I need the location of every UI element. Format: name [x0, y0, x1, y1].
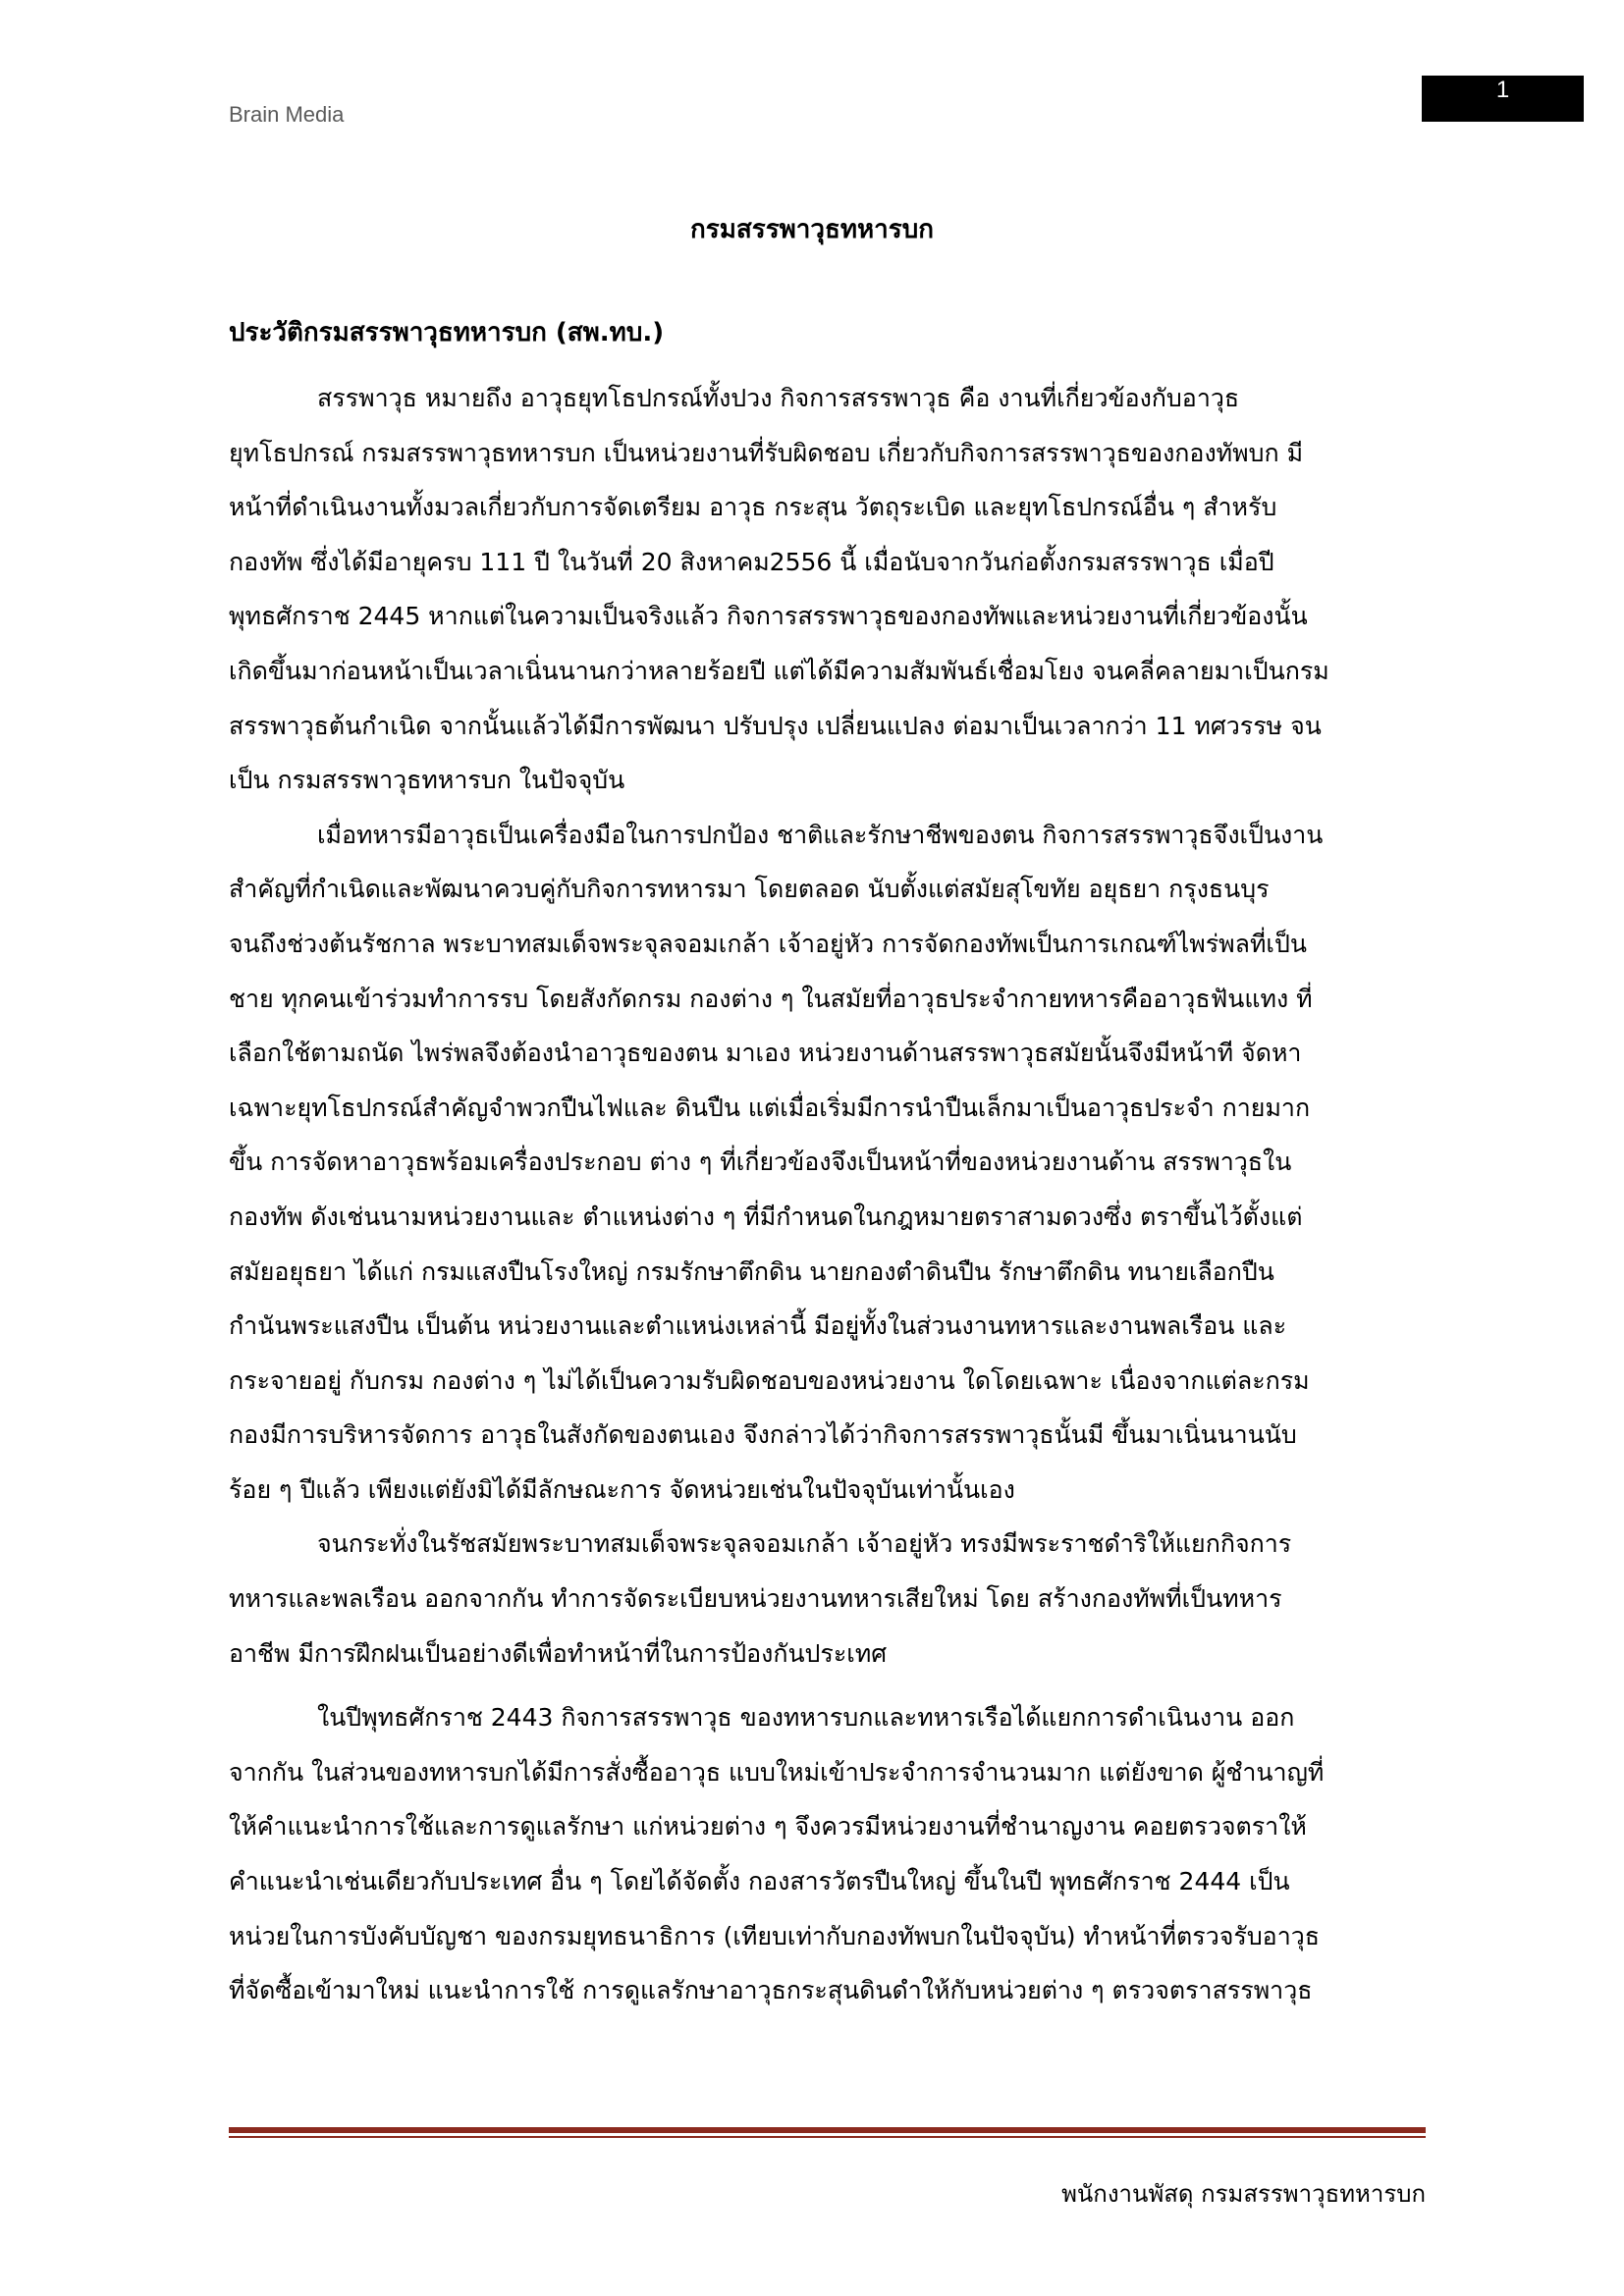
paragraph-line: สำคัญที่กำเนิดและพัฒนาควบคู่กับกิจการทหารมา โดยตลอด นับตั้งแต่สมัยสุโขทัย อยุธยา กรุงธนบุร: [229, 875, 1270, 904]
paragraph-line: กระจายอยู่ กับกรม กองต่าง ๆ ไม่ได้เป็นความรับผิดชอบของหน่วยงาน ใดโดยเฉพาะ เนื่องจากแต่ละกรม: [229, 1365, 1310, 1395]
paragraph-line: สมัยอยุธยา ได้แก่ กรมแสงปืนโรงใหญ่ กรมรักษาตึกดิน นายกองตำดินปืน รักษาตึกดิน ทนายเลือกปืน: [229, 1256, 1274, 1286]
document-title: กรมสรรพาวุธทหารบก: [690, 215, 934, 244]
paragraph-line: สรรพาวุธ หมายถึง อาวุธยุทโธปกรณ์ทั้งปวง กิจการสรรพาวุธ คือ งานที่เกี่ยวข้องกับอาวุธ: [317, 384, 1240, 412]
paragraph-line: เลือกใช้ตามถนัด ไพร่พลจึงต้องนำอาวุธของตน มาเอง หน่วยงานด้านสรรพาวุธสมัยนั้นจึงมีหน้าที จัดหา: [229, 1039, 1302, 1068]
paragraph-line: คำแนะนำเช่นเดียวกับประเทศ อื่น ๆ โดยได้จัดตั้ง กองสารวัตรปืนใหญ่ ขึ้นในปี พุทธศักราช 2444 เป็น: [229, 1867, 1290, 1896]
body-text: [229, 371, 1436, 2018]
paragraph-line: เกิดขึ้นมาก่อนหน้าเป็นเวลาเนิ่นนานกว่าหลายร้อยปี แต่ได้มีความสัมพันธ์เชื่อมโยง จนคลี่คลายมาเป็นกรม: [229, 656, 1329, 685]
page-number-badge: 1: [1422, 76, 1584, 122]
footer-rule: [229, 2127, 1426, 2133]
paragraph-line: พุทธศักราช 2445 หากแต่ในความเป็นจริงแล้ว กิจการสรรพาวุธของกองทัพและหน่วยงานที่เกี่ยวข้องนั้น: [229, 602, 1308, 631]
paragraph-line: ให้คำแนะนำการใช้และการดูแลรักษา แก่หน่วยต่าง ๆ จึงควรมีหน่วยงานที่ชำนาญงาน คอยตรวจตราให้: [229, 1812, 1307, 1842]
footer-rule-thin: [229, 2136, 1426, 2138]
paragraph-line: ขึ้น การจัดหาอาวุธพร้อมเครื่องประกอบ ต่าง ๆ ที่เกี่ยวข้องจึงเป็นหน้าที่ของหน่วยงานด้าน สรรพาวุธใน: [229, 1148, 1292, 1177]
paragraph-line: เฉพาะยุทโธปกรณ์สำคัญจำพวกปืนไฟและ ดินปืน แต่เมื่อเริ่มมีการนำปืนเล็กมาเป็นอาวุธประจำ กายมาก: [229, 1093, 1311, 1122]
footer-text: พนักงานพัสดุ กรมสรรพาวุธทหารบก: [1061, 2180, 1426, 2208]
paragraph-line: เป็น กรมสรรพาวุธทหารบก ในปัจจุบัน: [229, 766, 625, 795]
paragraph-line: เมื่อทหารมีอาวุธเป็นเครื่องมือในการปกป้อง ชาติและรักษาชีพของตน กิจการสรรพาวุธจึงเป็นงาน: [317, 820, 1324, 849]
publisher-label: Brain Media: [229, 102, 345, 127]
paragraph-line: สรรพาวุธต้นกำเนิด จากนั้นแล้วได้มีการพัฒนา ปรับปรุง เปลี่ยนแปลง ต่อมาเป็นเวลากว่า 11 ทศวรรษ จน: [229, 711, 1322, 740]
paragraph-line: จากกัน ในส่วนของทหารบกได้มีการสั่งซื้ออาวุธ แบบใหม่เข้าประจำการจำนวนมาก แต่ยังขาด ผู้ชำนาญที่: [229, 1757, 1325, 1787]
paragraph-line: กองทัพ ซึ่งได้มีอายุครบ 111 ปี ในวันที่ 20 สิงหาคม2556 นี้ เมื่อนับจากวันก่อตั้งกรมสรรพาวุธ เมื่อปี: [229, 547, 1274, 576]
paragraph-line: อาชีพ มีการฝึกฝนเป็นอย่างดีเพื่อทำหน้าที่ในการป้องกันประเทศ: [229, 1638, 888, 1668]
paragraph-line: หน่วยในการบังคับบัญชา ของกรมยุทธนาธิการ (เทียบเท่ากับกองทัพบกในปัจจุบัน) ทำหน้าที่ตรวจรับอาวุธ: [229, 1921, 1321, 1950]
paragraph-line: กองทัพ ดังเช่นนามหน่วยงานและ ตำแหน่งต่าง ๆ ที่มีกำหนดในกฎหมายตราสามดวงซึ่ง ตราขึ้นไว้ตั้งแต่: [229, 1201, 1303, 1231]
paragraph-line: จนกระทั่งในรัชสมัยพระบาทสมเด็จพระจุลจอมเกล้า เจ้าอยู่หัว ทรงมีพระราชดำริให้แยกกิจการ: [317, 1529, 1292, 1559]
paragraph-line: หน้าที่ดำเนินงานทั้งมวลเกี่ยวกับการจัดเตรียม อาวุธ กระสุน วัตถุระเบิด และยุทโธปกรณ์อื่น ๆ สำหรับ: [229, 493, 1277, 522]
paragraph-line: ทหารและพลเรือน ออกจากกัน ทำการจัดระเบียบหน่วยงานทหารเสียใหม่ โดย สร้างกองทัพที่เป็นทหาร: [229, 1584, 1282, 1614]
paragraph-line: กองมีการบริหารจัดการ อาวุธในสังกัดของตนเอง จึงกล่าวได้ว่ากิจการสรรพาวุธนั้นมี ขึ้นมาเนิ่นนานนับ: [229, 1420, 1297, 1450]
section-heading: ประวัติกรมสรรพาวุธทหารบก (สพ.ทบ.): [229, 318, 665, 347]
paragraph-line: จนถึงช่วงต้นรัชกาล พระบาทสมเด็จพระจุลจอมเกล้า เจ้าอยู่หัว การจัดกองทัพเป็นการเกณฑ์ไพร่พลที่เป็น: [229, 929, 1307, 958]
paragraph-line: ที่จัดซื้อเข้ามาใหม่ แนะนำการใช้ การดูแลรักษาอาวุธกระสุนดินดำให้กับหน่วยต่าง ๆ ตรวจตราสรรพาวุธ: [229, 1976, 1313, 2005]
paragraph-line: กำนันพระแสงปืน เป็นต้น หน่วยงานและตำแหน่งเหล่านี้ มีอยู่ทั้งในส่วนงานทหารและงานพลเรือน และ: [229, 1311, 1287, 1341]
paragraph-line: ชาย ทุกคนเข้าร่วมทำการรบ โดยสังกัดกรม กองต่าง ๆ ในสมัยที่อาวุธประจำกายทหารคืออาวุธฟันแทง ที่: [229, 984, 1313, 1013]
paragraph-line: ยุทโธปกรณ์ กรมสรรพาวุธทหารบก เป็นหน่วยงานที่รับผิดชอบ เกี่ยวกับกิจการสรรพาวุธของกองทัพบก มี: [229, 438, 1304, 467]
paragraph-line: ร้อย ๆ ปีแล้ว เพียงแต่ยังมิได้มีลักษณะการ จัดหน่วยเช่นในปัจจุบันเท่านั้นเอง: [229, 1474, 1015, 1504]
paragraph-line: ในปีพุทธศักราช 2443 กิจการสรรพาวุธ ของทหารบกและทหารเรือได้แยกการดำเนินงาน ออก: [317, 1703, 1295, 1733]
